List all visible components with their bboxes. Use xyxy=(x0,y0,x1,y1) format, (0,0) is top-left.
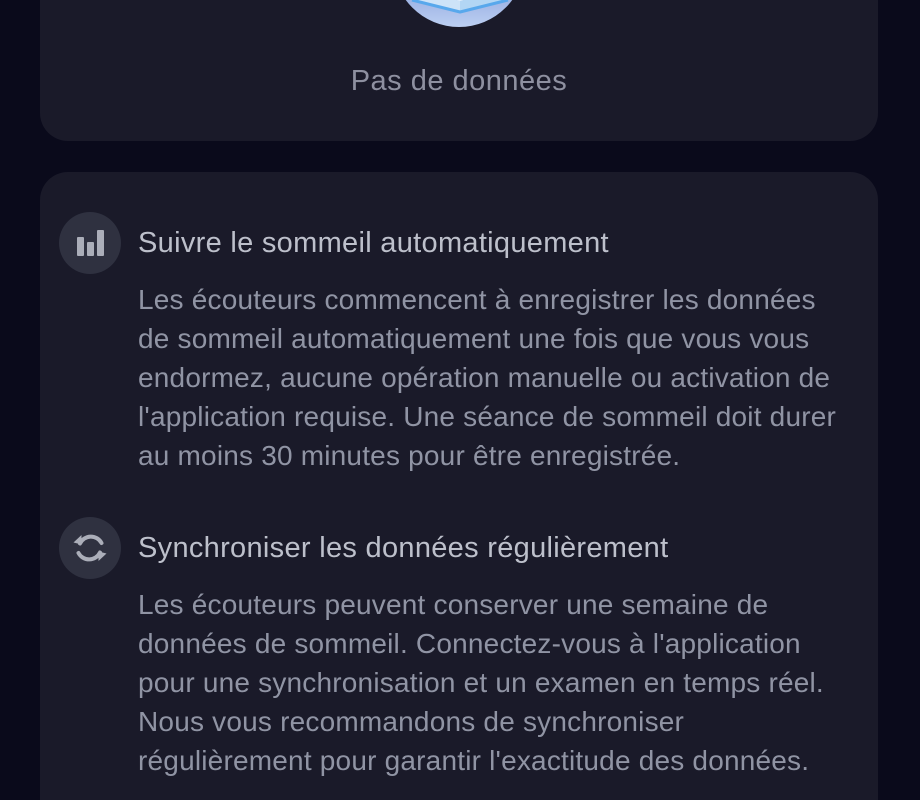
feature-title: Synchroniser les données régulièrement xyxy=(138,532,669,564)
bar-chart-icon xyxy=(59,212,121,274)
feature-title: Suivre le sommeil automatiquement xyxy=(138,227,609,259)
feature-body: Les écouteurs peuvent conserver une semaine de données de sommeil. Connectez-vous à l'application pour une synchronisation et un examen en temps réel. Nous vous recommandons de synchroniser régulièrement pour garantir l'exactitude des données. xyxy=(138,589,824,776)
sync-icon xyxy=(59,517,121,579)
sleep-tips-card xyxy=(40,172,878,800)
no-data-card xyxy=(40,0,878,141)
no-data-label: Pas de données xyxy=(350,65,568,97)
feature-sync-data xyxy=(59,517,852,780)
feature-body: Les écouteurs commencent à enregistrer les données de sommeil automatiquement une fois que vous vous endormez, aucune opération manuelle ou activation de l'application requise. Une séance de sommeil doit durer au moins 30 minutes pour être enregistrée. xyxy=(138,284,837,471)
feature-auto-tracking xyxy=(59,212,852,475)
feature-auto-tracking-text xyxy=(138,212,841,475)
empty-box-icon xyxy=(391,0,527,29)
feature-sync-data-text xyxy=(138,517,841,780)
